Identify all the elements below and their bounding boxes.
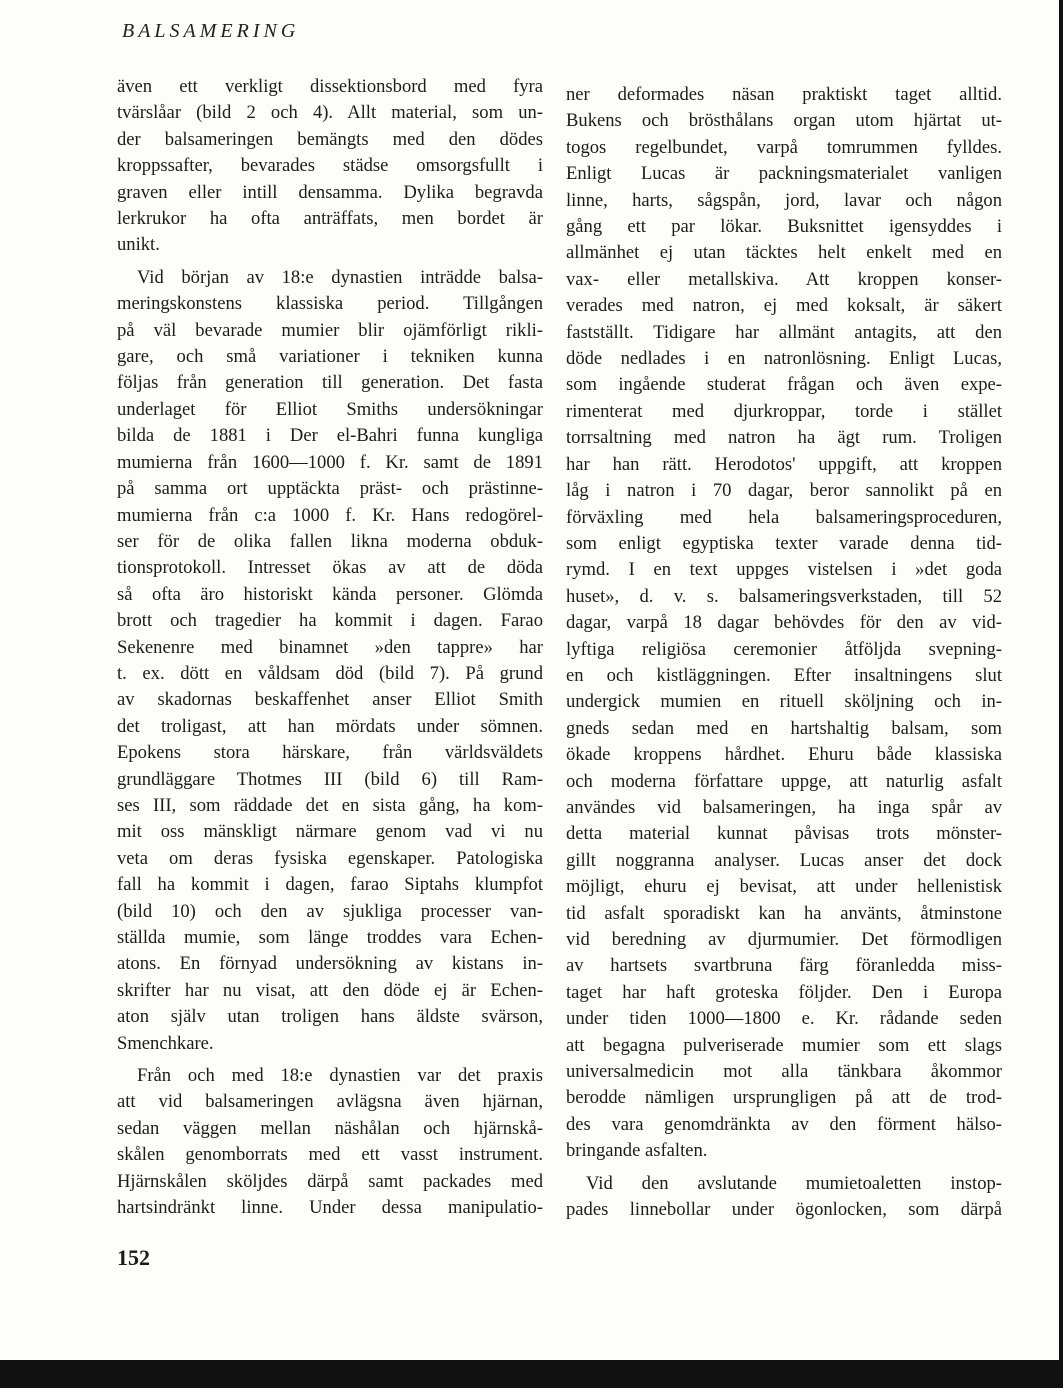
text-line: aton själv utan troligen hans äldste svärson, [117,1006,543,1028]
text-line: så ofta äro historiskt kända personer. Glömda [117,583,543,605]
text-line: mumierna från c:a 1000 f. Kr. Hans redogörel- [117,504,543,526]
scan-edge-bottom [0,1360,1063,1388]
text-line: Epokens stora härskare, från världsväldets [117,742,543,764]
page-number: 152 [117,1245,150,1270]
text-line: gare, och små variationer i tekniken kunna [117,346,543,368]
text-line: att vid balsameringen avlägsna även hjärnan, [117,1091,543,1113]
text-line: Smenchkare. [117,1032,214,1054]
text-line: Vid den avslutande mumietoaletten instop- [586,1172,1002,1194]
paragraph [566,82,1002,1165]
text-line: meringskonstens klassiska period. Tillgången [117,293,543,315]
text-line: Vid början av 18:e dynastien inträdde balsa- [137,266,543,288]
text-line: Bukens och brösthålans organ utom hjärtat ut- [566,110,1002,132]
text-line: grundläggare Thotmes III (bild 6) till Ram- [117,768,543,790]
text-line: mumierna från 1600—1000 f. Kr. samt de 1891 [117,451,543,473]
text-line: rymd. I en text uppges vistelsen i »det goda [566,559,1002,581]
text-line: lyftiga religiösa ceremonier åtföljda svepning- [566,638,1002,660]
text-line: har han rätt. Herodotos' uppgift, att kroppen [566,453,1002,475]
scan-edge-right [1059,0,1063,1388]
text-line: Sekenenre med binamnet »den tappre» har [117,636,543,658]
text-line: förväxling med hela balsameringsproceduren, [566,506,1002,528]
text-line: på väl bevarade mumier blir ojämförligt rikli- [117,319,543,341]
paragraph [117,265,543,1057]
text-line: gneds sedan med en hartshaltig balsam, som [566,717,1002,739]
text-line: undergick mumien en rituell sköljning och in- [566,691,1002,713]
text-line: brott och tragedier ha kommit i dagen. Farao [117,610,543,632]
running-head: BALSAMERING [122,20,300,42]
text-line: att begagna pulveriserade mumier som ett slags [566,1034,1002,1056]
text-line: sedan väggen mellan näshålan och hjärnskå- [117,1117,543,1139]
text-line: och moderna författare uppge, att naturlig asfalt [566,770,1002,792]
paragraph [566,1171,1002,1224]
text-line: ser för de olika fallen likna moderna obduk- [117,530,543,552]
text-line: togos regelbundet, varpå tomrummen fylldes. [566,136,1002,158]
text-line: unikt. [117,234,160,256]
text-line: ökade kroppens hårdhet. Ehuru både klassiska [566,744,1002,766]
text-line: mit oss mänskligt närmare genom vad vi nu [117,821,543,843]
right-column [566,82,1002,1223]
text-line: vax- eller metallskiva. Att kroppen konser- [566,268,1002,290]
text-line: gillt noggranna analyser. Lucas anser det dock [566,849,1002,871]
text-line: tvärslåar (bild 2 och 4). Allt material, som un- [117,102,543,124]
text-line: möjligt, ehuru ej bevisat, att under hellenistisk [566,876,1002,898]
text-line: atons. En förnyad undersökning av kistans in- [117,953,543,975]
text-line: Enligt Lucas är packningsmaterialet vanligen [566,163,1002,185]
text-line: tionsprotokoll. Intresset ökas av att de döda [117,557,543,579]
text-line: veta om deras fysiska egenskaper. Patologiska [117,847,543,869]
text-line: under tiden 1000—1800 e. Kr. rådande seden [566,1008,1002,1030]
text-line: ner deformades näsan praktiskt taget alltid. [566,84,1002,105]
text-line: låg i natron i 70 dagar, beror sannolikt på en [566,480,1002,502]
text-line: kroppssafter, bevarades städse omsorgsfullt i [117,155,543,177]
left-column [117,74,543,1221]
text-line: allmänhet ej utan täcktes helt enkelt med en [566,242,1002,264]
text-line: gång ett par lökar. Buksnittet igensyddes i [566,216,1002,238]
text-line: av hartsets svartbruna färg föranledda miss- [566,955,1002,977]
text-line: användes vid balsameringen, ha inga spår av [566,796,1002,818]
text-line: verades med natron, ej med koksalt, är säkert [566,295,1002,317]
text-line: följas från generation till generation. Det fasta [117,372,543,394]
text-line: bringande asfalten. [566,1140,708,1162]
text-line: ses III, som räddade det en sista gång, ha kom- [117,794,543,816]
text-line: vid beredning av djurmumier. Det förmodligen [566,929,1002,950]
text-line: skålen genomborrats med ett vasst instrument. [117,1144,543,1166]
text-line: pades linnebollar under ögonlocken, som därpå [566,1199,1002,1221]
text-line: Från och med 18:e dynastien var det praxis [137,1065,543,1087]
text-line: av skadornas beskaffenhet anser Elliot Smith [117,689,543,711]
text-line: även ett verkligt dissektionsbord med fyra [117,76,543,97]
text-line: som ingående studerat frågan och även expe- [566,374,1002,396]
text-line: rimenterat med djurkroppar, torde i stället [566,400,1002,422]
text-line: bilda de 1881 i Der el-Bahri funna kungliga [117,425,543,447]
text-line: universalmedicin mot alla tänkbara åkommor [566,1061,1002,1083]
text-line: huset», d. v. s. balsameringsverkstaden, till 52 [566,585,1002,607]
text-line: fall ha kommit i dagen, farao Siptahs klumpfot [117,874,543,896]
text-line: tid asfalt sporadiskt kan ha använts, åtminstone [566,902,1002,924]
text-line: t. ex. dött en våldsam död (bild 7). På grund [117,662,543,684]
text-line: som enligt egyptiska texter varade denna tid- [566,532,1002,554]
text-line: graven eller intill densamma. Dylika begravda [117,181,543,203]
text-line: der balsameringen bemängts med den dödes [117,128,543,150]
text-line: en och kistläggningen. Efter insaltningens slut [566,664,1002,686]
text-line: lerkrukor ha ofta anträffats, men bordet är [117,208,543,230]
text-line: berodde nämligen ursprungligen på att de trod- [566,1087,1002,1109]
text-line: skrifter har nu visat, att den döde ej är Echen- [117,979,543,1001]
text-line: hartsindränkt linne. Under dessa manipulatio- [117,1197,543,1219]
text-line: dagar, varpå 18 dagar behövdes för den av vid- [566,612,1002,634]
text-line: (bild 10) och den av sjukliga processer van- [117,900,543,922]
text-line: torrsaltning med natron ha ägt rum. Troligen [566,427,1002,449]
text-line: det troligast, att han mördats under sömnen. [117,715,543,737]
text-line: taget har haft groteska följder. Den i Europa [566,981,1002,1003]
text-line: linne, harts, sågspån, jord, lavar och någon [566,189,1002,211]
text-line: ställda mumie, som länge troddes vara Echen- [117,927,543,948]
text-line: des vara genomdränkta av den förment hälso- [566,1113,1002,1135]
text-line: underlaget för Elliot Smiths undersökningar [117,398,543,420]
text-line: fastställt. Tidigare har allmänt antagits, att den [566,321,1002,343]
text-line: döde nedlades i en natronlösning. Enligt Lucas, [566,348,1002,370]
paragraph [117,74,543,259]
paragraph [117,1063,543,1221]
text-line: på samma ort upptäckta präst- och prästinne- [117,478,543,500]
text-line: detta material kunnat påvisas trots mönster- [566,823,1002,845]
text-line: Hjärnskålen sköljdes därpå samt packades med [117,1170,543,1192]
